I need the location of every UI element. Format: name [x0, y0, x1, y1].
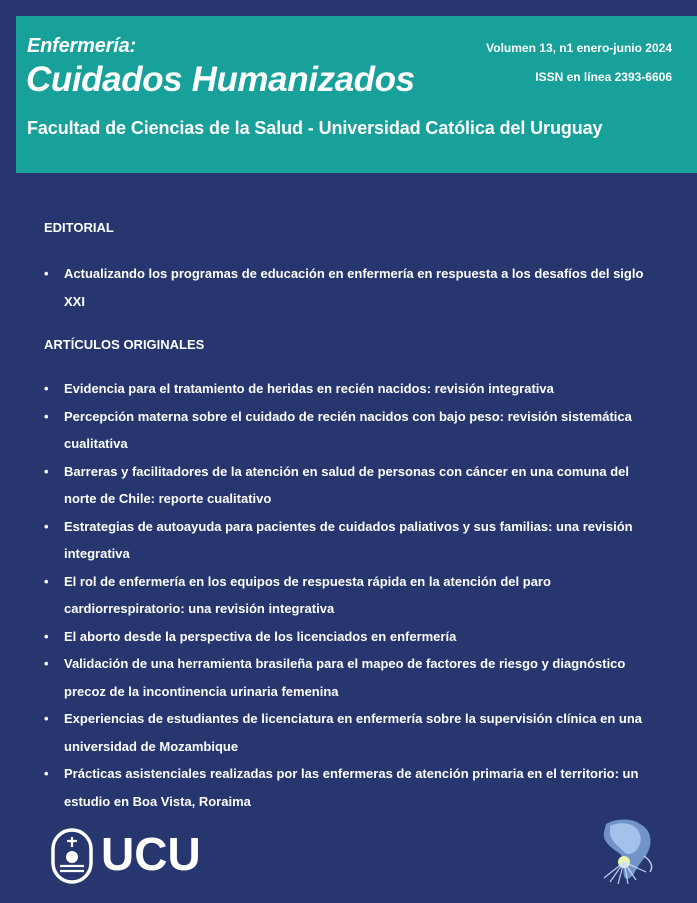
cover-header [16, 16, 697, 173]
article-item-text: El aborto desde la perspectiva de los licenciados en enfermería [64, 628, 457, 644]
bullet-icon: • [44, 766, 49, 781]
list-item [44, 403, 644, 458]
list-item [44, 650, 644, 705]
ucu-wordmark: UCU [101, 828, 201, 880]
article-item-text: El rol de enfermería en los equipos de respuesta rápida en la atención del paro cardiorrespiratorio: una revisión integrativa [64, 573, 551, 616]
bullet-icon: • [44, 656, 49, 671]
article-item-text: Evidencia para el tratamiento de heridas en recién nacidos: revisión integrativa [64, 381, 554, 396]
bullet-icon: • [44, 463, 49, 479]
issn-info: ISSN en línea 2393-6606 [535, 70, 672, 84]
articles-list [44, 375, 644, 815]
articles-heading: ARTÍCULOS ORIGINALES [44, 337, 205, 352]
editorial-list [44, 260, 644, 315]
bullet-icon: • [44, 518, 49, 534]
article-item-text: Validación de una herramienta brasileña para el mapeo de factores de riesgo y diagnóstico precoz de la incontinencia urinaria femenina [64, 656, 626, 699]
bullet-icon: • [44, 711, 49, 726]
article-item-text: Estrategias de autoayuda para pacientes de cuidados paliativos y sus familias: una revisión integrativa [64, 518, 633, 561]
editorial-item-text: Actualizando los programas de educación en enfermería en respuesta a los desafíos del siglo XXI [64, 266, 644, 309]
list-item [44, 513, 644, 568]
article-item-text: Barreras y facilitadores de la atención en salud de personas con cáncer en una comuna del norte de Chile: reporte cualitativo [64, 463, 629, 506]
bullet-icon: • [44, 381, 49, 396]
bullet-icon: • [44, 573, 49, 589]
article-item-text: Experiencias de estudiantes de licenciatura en enfermería sobre la supervisión clínica en una universidad de Mozambique [64, 711, 643, 754]
table-of-contents [44, 220, 644, 815]
bullet-icon: • [44, 266, 49, 281]
list-item [44, 458, 644, 513]
ucu-logo [51, 828, 201, 884]
bullet-icon: • [44, 408, 49, 424]
journal-title-small: Enfermería: [27, 35, 136, 57]
journal-title-main: Cuidados Humanizados [26, 60, 415, 99]
list-item [44, 568, 644, 623]
ucu-shield-cross-icon [51, 828, 93, 884]
volume-info: Volumen 13, n1 enero-junio 2024 [486, 41, 672, 55]
list-item [44, 760, 644, 815]
south-america-map-icon [596, 816, 660, 886]
list-item [44, 705, 644, 760]
article-item-text: Prácticas asistenciales realizadas por las enfermeras de atención primaria en el territorio: un estudio en Boa Vista, Roraima [64, 766, 639, 809]
list-item [44, 260, 644, 315]
faculty-name: Facultad de Ciencias de la Salud - Universidad Católica del Uruguay [27, 118, 603, 138]
article-item-text: Percepción materna sobre el cuidado de recién nacidos con bajo peso: revisión sistemática cualitativa [64, 408, 632, 451]
list-item [44, 623, 644, 651]
list-item [44, 375, 644, 403]
editorial-heading: EDITORIAL [44, 220, 114, 235]
bullet-icon: • [44, 628, 49, 644]
